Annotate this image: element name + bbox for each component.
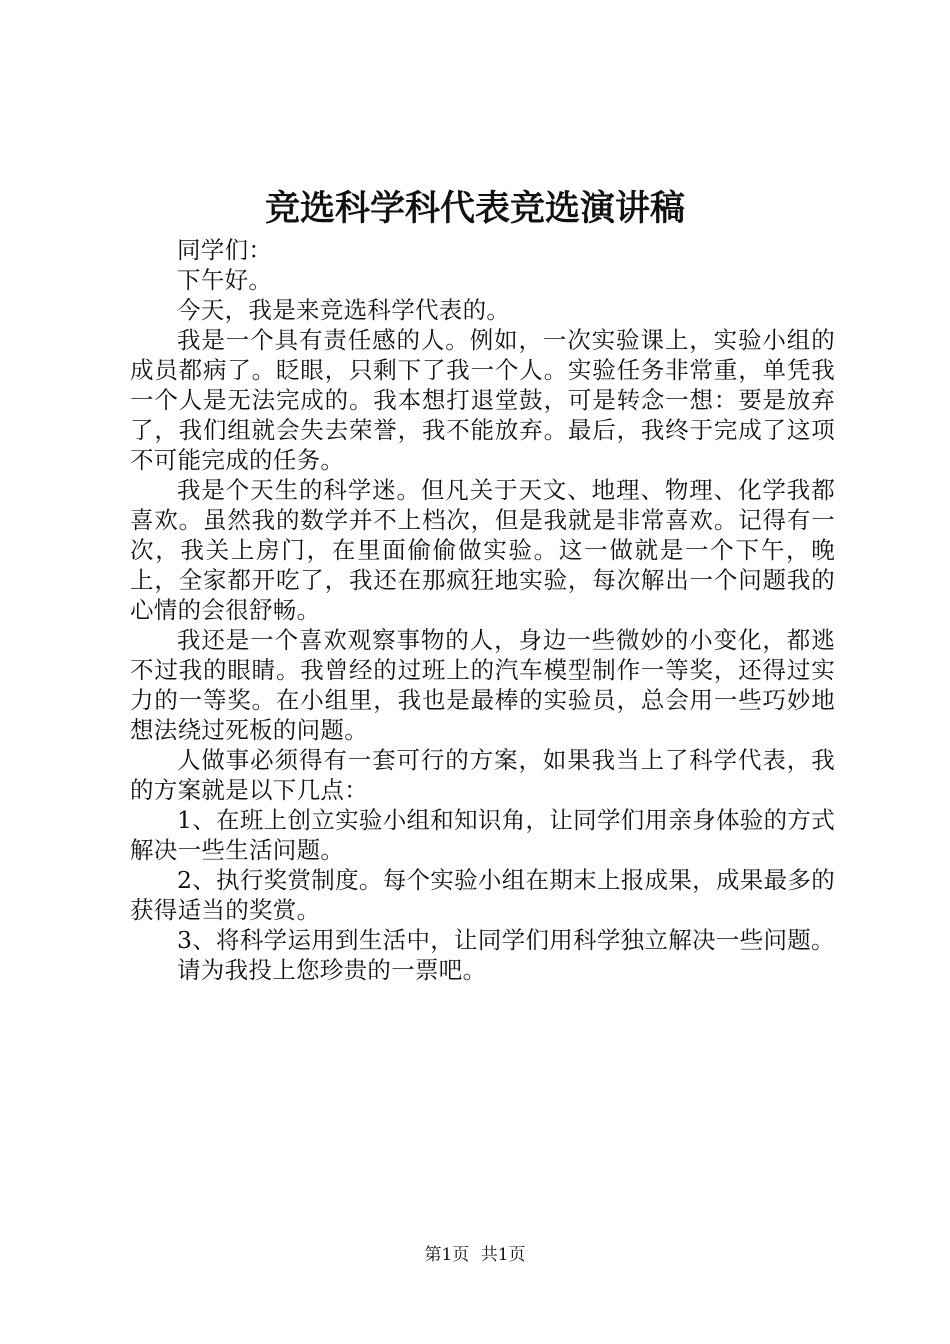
document-title: 竞选科学科代表竞选演讲稿: [264, 188, 685, 229]
page-number-total: 共1页: [480, 1245, 526, 1265]
paragraph-plan-item-3: 3、将科学运用到生活中，让同学们用科学独立解决一些问题。: [177, 926, 835, 954]
paragraph-observation: 我还是一个喜欢观察事物的人，身边一些微妙的小变化，都逃不过我的眼睛。我曾经的过班上的汽车模型制作一等奖，还得过实力的一等奖。在小组里，我也是最棒的实验员，总会用一些巧妙地想法绕过死板的问题。: [130, 626, 835, 744]
paragraph-greeting: 同学们：: [177, 236, 273, 264]
paragraph-salutation: 下午好。: [177, 266, 273, 294]
paragraph-plan-item-1: 1、在班上创立实验小组和知识角，让同学们用亲身体验的方式解决一些生活问题。: [130, 806, 835, 864]
paragraph-closing: 请为我投上您珍贵的一票吧。: [177, 956, 487, 984]
paragraph-science-fan: 我是个天生的科学迷。但凡关于天文、地理、物理、化学我都喜欢。虽然我的数学并不上档次，但是我就是非常喜欢。记得有一次，我关上房门，在里面偷偷做实验。这一做就是一个下午，晚上，全家都开吃了，我还在那疯狂地实验，每次解出一个问题我的心情的会很舒畅。: [130, 476, 835, 624]
paragraph-plan-item-2: 2、执行奖赏制度。每个实验小组在期末上报成果，成果最多的获得适当的奖赏。: [130, 866, 835, 924]
document-body: [130, 235, 835, 985]
page-number-current: 第1页: [424, 1245, 470, 1265]
paragraph-responsibility: 我是一个具有责任感的人。例如，一次实验课上，实验小组的成员都病了。眨眼，只剩下了我一个人。实验任务非常重，单凭我一个人是无法完成的。我本想打退堂鼓，可是转念一想：要是放弃了，我们组就会失去荣誉，我不能放弃。最后，我终于完成了这项不可能完成的任务。: [130, 326, 835, 474]
page-footer: [0, 1243, 950, 1267]
paragraph-intro: 今天，我是来竞选科学代表的。: [177, 296, 511, 324]
paragraph-plan-intro: 人做事必须得有一套可行的方案，如果我当上了科学代表，我的方案就是以下几点：: [130, 746, 835, 804]
